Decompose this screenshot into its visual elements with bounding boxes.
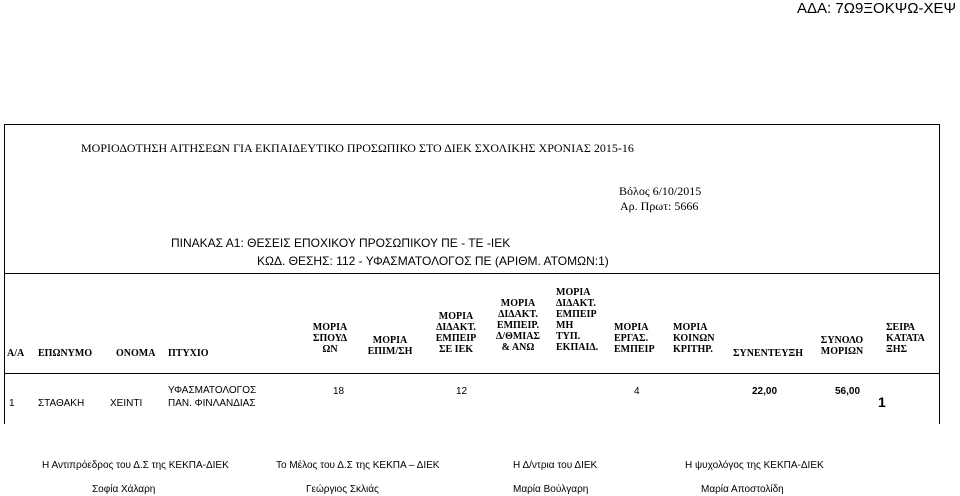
- header-top-line: [4, 273, 940, 274]
- signatory-role-2: Το Μέλος του Δ.Σ της ΚΕΚΠΑ – ΔΙΕΚ: [276, 460, 440, 471]
- table-name: ΠΙΝΑΚΑΣ Α1: ΘΕΣΕΙΣ ΕΠΟΧΙΚΟΥ ΠΡΟΣΩΠΙΚΟΥ ΠΕ - ΤΕ -ΙΕΚ: [171, 236, 511, 250]
- row-teaching-secondary-points: 12: [456, 386, 468, 397]
- header-surname: ΕΠΩΝΥΜΟ: [38, 348, 93, 359]
- header-social-points: ΜΟΡΙΑ ΚΟΙΝΩΝ ΚΡΙΤΗΡ.: [673, 322, 715, 355]
- signatory-name-3: Μαρία Βούλγαρη: [513, 484, 589, 495]
- header-teaching-nonformal-points: ΜΟΡΙΑ ΔΙΔΑΚΤ. ΕΜΠΕΙΡ ΜΗ ΤΥΠ. ΕΚΠΑΙΔ.: [556, 287, 599, 353]
- right-border: [939, 124, 940, 424]
- header-bottom-line: [4, 373, 940, 374]
- header-aa: Α/Α: [7, 348, 25, 359]
- row-surname: ΣΤΑΘΑΚΗ: [38, 398, 85, 409]
- signatory-role-1: Η Αντιπρόεδρος του Δ.Σ της ΚΕΚΠΑ-ΔΙΕΚ: [42, 460, 229, 471]
- header-teaching-iek-points: ΜΟΡΙΑ ΔΙΔΑΚΤ. ΕΜΠΕΙΡ ΣΕ ΙΕΚ: [435, 311, 477, 355]
- row-total-points: 56,00: [835, 386, 861, 397]
- row-aa: 1: [9, 398, 15, 409]
- row-degree-line2: ΠΑΝ. ΦΙΝΛΑΝΔΙΑΣ: [168, 398, 256, 409]
- header-studies-points: ΜΟΡΙΑ ΣΠΟΥΔ ΩΝ: [312, 322, 348, 355]
- position-code: ΚΩΔ. ΘΕΣΗΣ: 112 - ΥΦΑΣΜΑΤΟΛΟΓΟΣ ΠΕ (ΑΡΙΘΜ. ΑΤΟΜΩΝ:1): [257, 254, 609, 268]
- header-total-points: ΣΥΝΟΛΟ ΜΟΡΙΩΝ: [820, 335, 864, 357]
- header-name: ΟΝΟΜΑ: [116, 348, 156, 359]
- signatory-role-4: Η ψυχολόγος της ΚΕΚΠΑ-ΔΙΕΚ: [685, 460, 824, 471]
- top-border: [4, 124, 940, 125]
- header-degree: ΠΤΥΧΙΟ: [168, 348, 209, 359]
- signatory-name-4: Μαρία Αποστολίδη: [701, 484, 784, 495]
- row-work-points: 4: [634, 386, 640, 397]
- row-degree-line1: ΥΦΑΣΜΑΤΟΛΟΓΟΣ: [168, 385, 257, 396]
- header-rank: ΣΕΙΡΑ ΚΑΤΑΤΑ ΞΗΣ: [886, 322, 925, 355]
- header-interview: ΣΥΝΕΝΤΕΥΞΗ: [733, 348, 803, 359]
- row-studies-points: 18: [333, 386, 345, 397]
- row-name: ΧΕΙΝΤΙ: [110, 398, 143, 409]
- signatory-name-2: Γεώργιος Σκλιάς: [306, 484, 379, 495]
- document-title: ΜΟΡΙΟΔΟΤΗΣΗ ΑΙΤΗΣΕΩΝ ΓΙΑ ΕΚΠΑΙΔΕΥΤΙΚΟ ΠΡΟΣΩΠΙΚΟ ΣΤΟ ΔΙΕΚ ΣΧΟΛΙΚΗΣ ΧΡΟΝΙΑΣ 2015-16: [81, 141, 634, 155]
- left-border: [4, 124, 5, 424]
- signatory-name-1: Σοφία Χάλαρη: [92, 484, 156, 495]
- location-date: Βόλος 6/10/2015: [619, 184, 702, 198]
- ada-code: ΑΔΑ: 7Ω9ΞΟΚΨΩ-ΧΕΨ: [797, 0, 956, 17]
- row-rank: 1: [878, 394, 886, 410]
- protocol-number: Αρ. Πρωτ: 5666: [620, 199, 699, 213]
- header-teaching-secondary-points: ΜΟΡΙΑ ΔΙΔΑΚΤ. ΕΜΠΕΙΡ. Δ/ΘΜΙΑΣ & ΑΝΩ: [496, 298, 540, 353]
- signatory-role-3: Η Δ/ντρια του ΔΙΕΚ: [513, 460, 598, 471]
- header-work-points: ΜΟΡΙΑ ΕΡΓΑΣ. ΕΜΠΕΙΡ: [614, 322, 655, 355]
- row-interview: 22,00: [752, 386, 778, 397]
- header-training-points: ΜΟΡΙΑ ΕΠΙΜ/ΣΗ: [367, 335, 413, 357]
